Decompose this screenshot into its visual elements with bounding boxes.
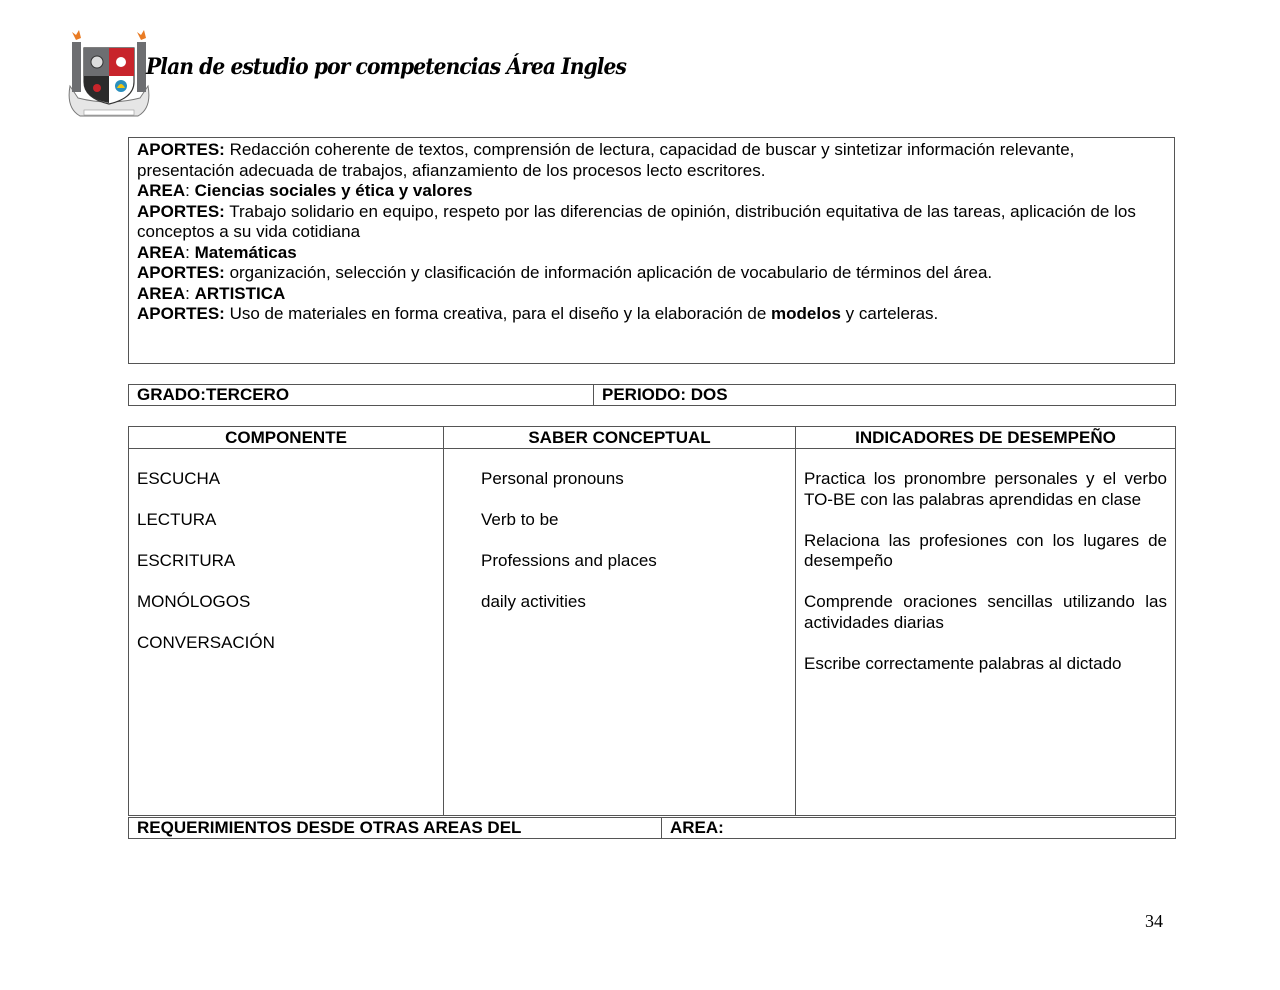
requerimientos-table <box>128 817 1176 839</box>
aportes-text: organización, selección y clasificación de información aplicación de vocabulario de términos del área. <box>224 263 993 282</box>
area-name: Matemáticas <box>194 242 297 262</box>
requerimientos-cell: REQUERIMIENTOS DESDE OTRAS AREAS DEL <box>129 818 662 839</box>
componente-item: ESCRITURA <box>137 551 236 570</box>
indicador-item: Relaciona las profesiones con los lugares de desempeño <box>804 530 1167 570</box>
aportes-bold-word: modelos <box>771 304 841 323</box>
competencias-table <box>128 426 1176 816</box>
page-header <box>66 28 766 120</box>
componente-item: LECTURA <box>137 510 217 529</box>
componente-item: MONÓLOGOS <box>137 592 251 611</box>
area-separator: : <box>185 242 195 262</box>
saber-conceptual-cell <box>444 449 796 816</box>
area-name: Ciencias sociales y ética y valores <box>194 181 473 200</box>
componente-cell <box>129 449 444 816</box>
aportes-text: Uso de materiales en forma creativa, para el diseño y la elaboración de <box>224 304 772 323</box>
saber-item: Verb to be <box>481 510 559 529</box>
area-name: ARTISTICA <box>194 283 286 303</box>
aportes-text: Trabajo solidario en equipo, respeto por las diferencias de opinión, distribución equitativa de las tareas, aplicación de los conceptos a su vida cotidiana <box>137 201 1136 241</box>
area-separator: : <box>185 181 195 200</box>
grado-table <box>128 384 1176 406</box>
area-separator: : <box>185 283 195 303</box>
indicador-item: Practica los pronombre personales y el verbo TO-BE con las palabras aprendidas en clase <box>804 469 1167 509</box>
aportes-label: APORTES: <box>137 304 225 323</box>
area-line <box>137 284 1166 305</box>
componente-item: CONVERSACIÓN <box>137 633 275 652</box>
aportes-text: Redacción coherente de textos, comprensión de lectura, capacidad de buscar y sintetizar información relevante, presentación adecuada de trabajos, afianzamiento de los procesos lecto escritores. <box>137 140 1075 180</box>
header-saber-conceptual: SABER CONCEPTUAL <box>444 427 796 449</box>
componente-item: ESCUCHA <box>137 469 221 488</box>
aportes-paragraph <box>137 202 1166 243</box>
saber-item: Professions and places <box>481 551 657 570</box>
area-line <box>137 243 1166 264</box>
indicador-item: Comprende oraciones sencillas utilizando las actividades diarias <box>804 592 1167 632</box>
indicadores-cell <box>796 449 1176 816</box>
periodo-cell: PERIODO: DOS <box>594 385 1176 406</box>
area-label: AREA <box>137 242 186 262</box>
aportes-text-tail: y carteleras. <box>840 304 939 323</box>
school-crest-icon <box>66 28 152 120</box>
area-label: AREA <box>137 181 186 200</box>
aportes-label: APORTES: <box>137 263 225 282</box>
aportes-paragraph <box>137 140 1166 181</box>
saber-item: daily activities <box>481 592 586 611</box>
aportes-box <box>128 137 1175 364</box>
area-label: AREA <box>137 283 186 303</box>
aportes-label: APORTES: <box>137 201 225 221</box>
grado-cell: GRADO:TERCERO <box>129 385 594 406</box>
aportes-label: APORTES: <box>137 140 225 159</box>
header-indicadores: INDICADORES DE DESEMPEÑO <box>796 427 1176 449</box>
saber-item: Personal pronouns <box>481 469 624 488</box>
page-number: 34 <box>1145 911 1163 931</box>
header-title: Plan de estudio por competencias Área Ingles <box>146 54 626 80</box>
indicador-item: Escribe correctamente palabras al dictado <box>804 653 1122 673</box>
area-line <box>137 181 1166 202</box>
aportes-paragraph <box>137 263 1166 284</box>
header-componente: COMPONENTE <box>129 427 444 449</box>
area-cell: AREA: <box>662 818 1176 839</box>
aportes-paragraph <box>137 304 1166 325</box>
